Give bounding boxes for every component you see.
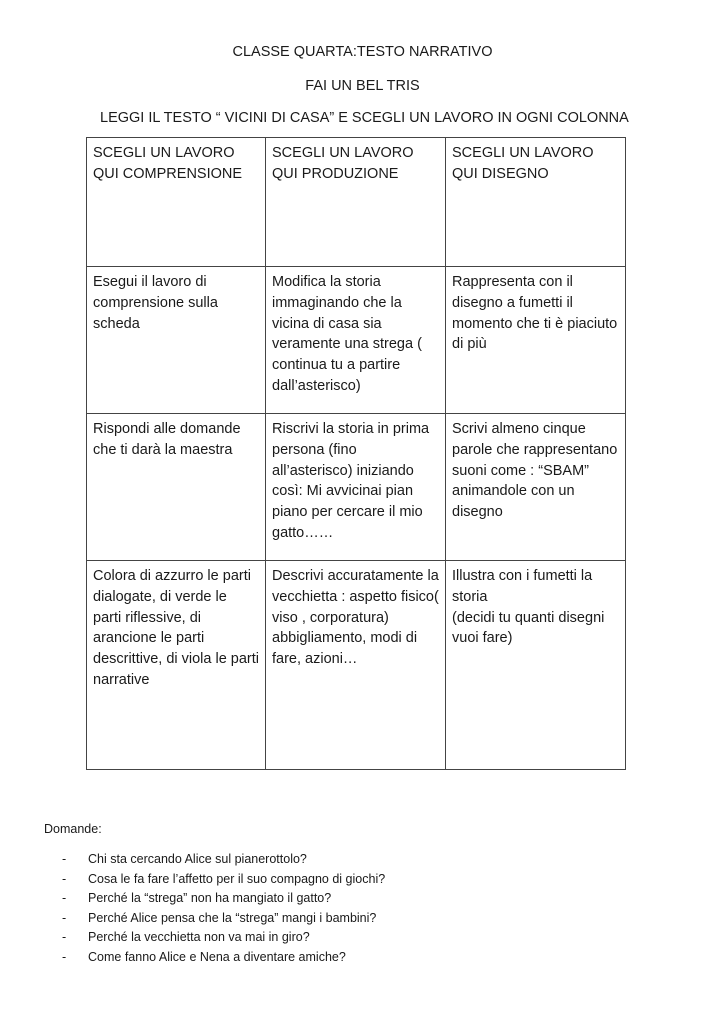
bullet-dash: - <box>62 891 67 906</box>
table-cell: Esegui il lavoro di comprensione sulla scheda <box>87 267 266 414</box>
list-item <box>62 928 385 948</box>
question-text: Perché la “strega” non ha mangiato il gatto? <box>88 891 332 906</box>
questions-list <box>62 850 385 968</box>
bullet-dash: - <box>62 871 67 886</box>
list-item <box>62 889 385 909</box>
table-cell: Scrivi almeno cinque parole che rappresentano suoni come : “SBAM” animandole con un disegno <box>446 414 626 561</box>
title-line-2: FAI UN BEL TRIS <box>305 78 420 94</box>
question-text: Come fanno Alice e Nena a diventare amiche? <box>88 949 346 964</box>
list-item <box>62 850 385 870</box>
question-text: Perché Alice pensa che la “strega” mangi i bambini? <box>88 910 377 925</box>
list-item <box>62 870 385 890</box>
column-header-produzione: SCEGLI UN LAVORO QUI PRODUZIONE <box>266 138 446 267</box>
instructions-line: LEGGI IL TESTO “ VICINI DI CASA” E SCEGLI UN LAVORO IN OGNI COLONNA <box>100 110 629 126</box>
bullet-dash: - <box>62 852 67 866</box>
question-text: Chi sta cercando Alice sul pianerottolo? <box>88 852 307 866</box>
table-cell: Modifica la storia immaginando che la vicina di casa sia veramente una strega ( continua tu a partire dall’asterisco) <box>266 267 446 414</box>
table-row <box>87 138 626 267</box>
table-cell: Descrivi accuratamente la vecchietta : aspetto fisico( viso , corporatura) abbigliamento, modi di fare, azioni… <box>266 561 446 770</box>
question-text: Cosa le fa fare l’affetto per il suo compagno di giochi? <box>88 871 386 886</box>
table-cell: Colora di azzurro le parti dialogate, di verde le parti riflessive, di arancione le parti descrittive, di viola le parti narrative <box>87 561 266 770</box>
tris-grid <box>86 137 626 770</box>
table-cell: Rappresenta con il disegno a fumetti il momento che ti è piaciuto di più <box>446 267 626 414</box>
bullet-dash: - <box>62 949 67 964</box>
questions-label: Domande: <box>44 822 102 836</box>
table-cell: Rispondi alle domande che ti darà la maestra <box>87 414 266 561</box>
column-header-comprensione: SCEGLI UN LAVORO QUI COMPRENSIONE <box>87 138 266 267</box>
table-cell: Riscrivi la storia in prima persona (fino all’asterisco) iniziando così: Mi avvicinai pian piano per cercare il mio gatto…… <box>266 414 446 561</box>
title-line-1: CLASSE QUARTA:TESTO NARRATIVO <box>232 44 493 60</box>
list-item <box>62 948 385 968</box>
table-row <box>87 414 626 561</box>
question-text: Perché la vecchietta non va mai in giro? <box>88 930 310 945</box>
table-row <box>87 267 626 414</box>
bullet-dash: - <box>62 910 67 925</box>
list-item <box>62 909 385 929</box>
bullet-dash: - <box>62 930 67 945</box>
column-header-disegno: SCEGLI UN LAVORO QUI DISEGNO <box>446 138 626 267</box>
table-cell: Illustra con i fumetti la storia (decidi tu quanti disegni vuoi fare) <box>446 561 626 770</box>
table-row <box>87 561 626 770</box>
